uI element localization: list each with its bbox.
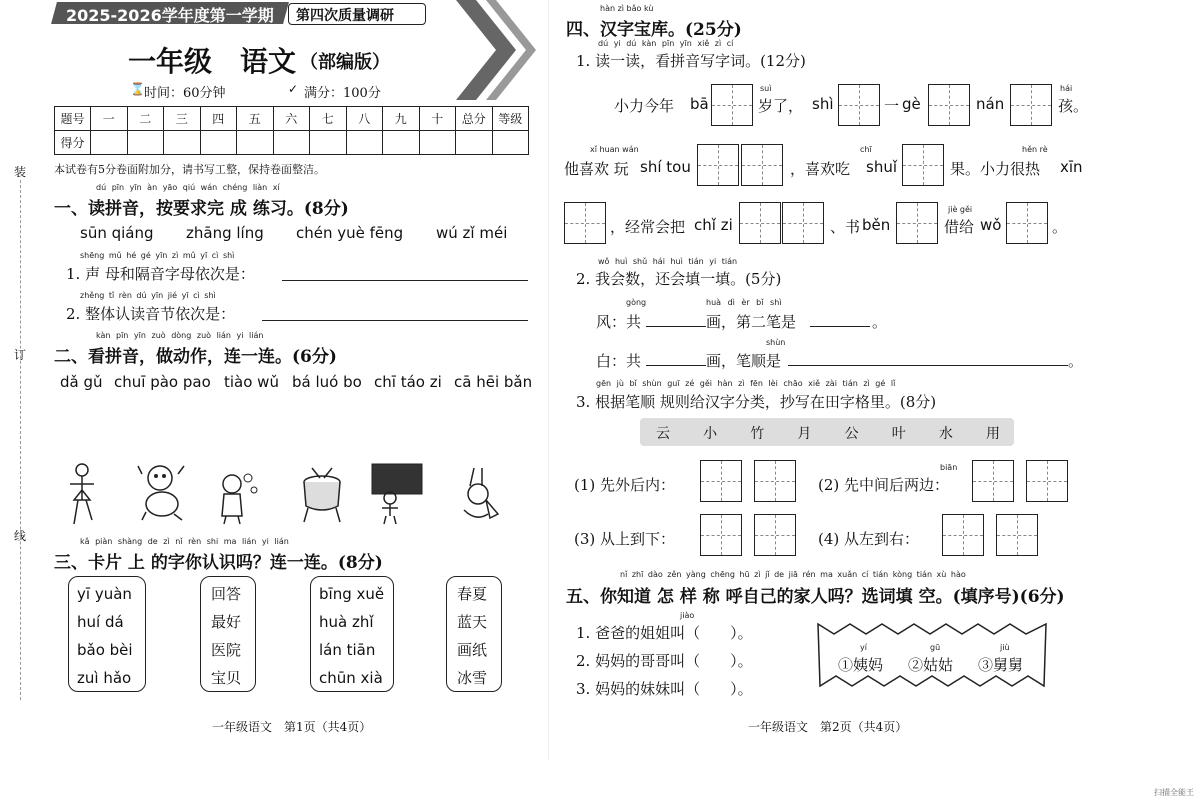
l2-text-c: ，喜欢吃 [790,160,851,178]
score-blank [419,131,456,155]
score-blank [346,131,383,155]
card-item: 画纸 [457,641,488,659]
score-blank [237,131,274,155]
score-cell: 等级 [492,107,529,131]
l1-text-h: 孩。 [1058,97,1089,115]
s4-pinyin: hàn zì bǎo kù [600,4,654,13]
feng-py-b: huà dì èr bǐ shì [706,298,782,307]
bai-text-c: 。 [1068,352,1084,370]
s4-q2-pinyin: wǒ huì shǔ hái huì tián yi tián [598,257,738,266]
blackboard-illustration [368,462,426,526]
score-blank [200,131,237,155]
card-hanzi-1 [200,576,256,692]
exam-time: 时间：60分钟 [144,86,226,101]
l3-text-a: ，经常会把 [610,218,686,236]
cat1: (1) 先外后内： [574,476,676,494]
s5-title: 五、你知道 怎 样 称 呼自己的家人吗？选词填 空。(填序号)(6分) [566,587,1065,607]
name-word-2: zhāng líng [186,224,264,242]
score-blank [310,131,347,155]
char-item: 用 [985,426,1000,442]
l1-py-b: bā [690,95,709,113]
card-item: bīng xuě [319,585,385,603]
cat3: (3) 从上到下： [574,530,676,548]
score-cell: 八 [346,107,383,131]
feng-text-b: 画，第二笔是 [706,313,797,331]
char-item: 小 [703,426,718,442]
binding-mark-1: 装 [14,165,27,179]
l1-py-g: nán [976,95,1005,113]
l2-text-e: 果。小力很热 [950,160,1041,178]
s4-q3: 3. 根据笔顺 规则给汉字分类，抄写在田字格里。(8分) [576,393,937,411]
tianzige-box[interactable] [700,514,742,556]
l3-py-f: wǒ [980,216,1002,234]
score-header-row [55,107,529,131]
drum-illustration [298,462,346,524]
edition: （部编版） [300,52,390,73]
s2-title: 二、看拼音，做动作，连一连。(6分) [54,347,337,367]
l1-text-c: 岁了， [758,97,804,115]
l1-py-f: gè [902,95,921,113]
check-icon: ✓ [288,82,299,96]
bai-text-a: 白：共 [596,352,642,370]
l3-text-e: 借给 [944,218,975,236]
char-list [656,423,1000,443]
l1-py-c: suì [760,84,772,93]
tianzige-box[interactable] [754,460,796,502]
tianzige-box[interactable] [928,84,970,126]
card-item: huà zhǐ [319,613,374,631]
tianzige-box[interactable] [902,144,944,186]
l3-text-g: 。 [1052,218,1068,236]
feng-py-a: gòng [626,298,647,307]
s4-q3-pinyin: gēn jù bǐ shùn guī zé gěi hàn zì fēn lèi chāo xiě zài tián zì gé lǐ [596,379,896,388]
score-cell: 总分 [456,107,493,131]
score-cell: 七 [310,107,347,131]
score-cell: 题号 [55,107,91,131]
score-blank [164,131,201,155]
s1-q2: 2. 整体认读音节依次是： [66,305,236,323]
s1-q1-pinyin: shēng mǔ hé gé yīn zì mǔ yī cì shì [80,251,235,260]
page-divider [548,0,549,760]
name-word-1: sūn qiáng [80,224,154,242]
score-table [54,106,529,155]
option-3: ③舅舅 [978,656,1024,674]
full-score: 满分：100分 [304,86,381,101]
s1-q2-pinyin: zhěng tǐ rèn dú yīn jié yī cì shì [80,291,216,300]
score-cell: 九 [383,107,420,131]
char-item: 竹 [750,426,765,442]
s1-pinyin: dú pīn yīn àn yāo qiú wán chéng liàn xí [96,183,280,192]
score-cell: 十 [419,107,456,131]
s3-title: 三、卡片 上 的字你认识吗？连一连。(8分) [54,553,383,573]
tianzige-box[interactable] [1006,202,1048,244]
name-word-3: chén yuè fēng [296,224,404,242]
option-1: ①姨妈 [838,656,884,674]
bubble-boy-illustration [214,470,258,524]
s4-q2: 2. 我会数，还会填一填。(5分) [576,270,782,288]
card-item: lán tiān [319,641,376,659]
l2-py-shui: shuǐ [866,158,897,176]
char-item: 云 [656,426,670,442]
score-blank [127,131,164,155]
action-word-3: tiào wǔ [224,373,279,391]
score-blank [91,131,128,155]
tianzige-box[interactable] [739,202,781,244]
name-word-4: wú zǐ méi [436,224,508,242]
feng-blank-2[interactable] [810,326,870,327]
card-item: zuì hǎo [77,669,132,687]
tianzige-box[interactable] [697,144,739,186]
card-item: 回答 [211,585,242,603]
score-label: 得分 [55,131,91,155]
option-2-py: gū [930,643,941,652]
score-cell: 五 [237,107,274,131]
l2-py-b: shí tou [640,158,691,176]
option-1-py: yí [860,643,867,652]
option-2: ②姑姑 [908,656,954,674]
l3-py-e: jiè gěi [948,205,973,214]
s4-title: 四、汉字宝库。(25分) [566,20,742,40]
dancing-girl-illustration [62,460,102,528]
footer-left: 一年级语文 第1页（共4页） [212,720,372,734]
l1-py-h: hái [1060,84,1073,93]
year-term: 2025-2026学年度第一学期 [66,6,274,25]
binding-mark-2: 订 [14,348,27,362]
action-word-1: dǎ gǔ [60,373,103,391]
score-cell: 二 [127,107,164,131]
card-pinyin-2 [310,576,394,692]
watermark: 扫描全能王 [1154,788,1194,797]
l2-py-f: hěn rè [1022,145,1048,154]
s5-item-1: 1. 爸爸的姐姐叫（ ）。 [576,624,753,642]
monkey-drum-illustration [136,462,188,522]
action-word-5: chī táo zi [374,373,442,391]
tianzige-box[interactable] [782,202,824,244]
card-hanzi-2 [446,576,502,692]
cat2-py: biān [940,463,958,472]
l1-py-d: shì [812,95,834,113]
score-blank [273,131,310,155]
binding-line [20,180,21,700]
s1-q2-answer-line[interactable] [262,320,528,321]
s1-title: 一、读拼音，按要求完 成 练习。(8分) [54,199,349,219]
bai-text-b: 画，笔顺是 [706,352,782,370]
card-item: 春夏 [457,585,488,603]
tianzige-box[interactable] [754,514,796,556]
tianzige-box[interactable] [1026,460,1068,502]
l3-text-c: 、书 [830,218,861,236]
s5-pinyin: nǐ zhī dào zěn yàng chēng hū zì jǐ de jiā rén ma xuǎn cí tián kòng tián xù hào [620,570,966,579]
card-item: 宝贝 [211,669,242,687]
card-item: 蓝天 [457,613,488,631]
bai-blank-2[interactable] [788,365,1068,366]
char-item: 公 [844,426,859,442]
s4-q1-pinyin: dú yi dú kàn pīn yīn xiě zì cí [598,39,734,48]
card-item: 冰雪 [457,669,488,687]
score-cell: 三 [164,107,201,131]
card-item: yī yuàn [77,585,132,603]
tianzige-box[interactable] [741,144,783,186]
tianzige-box[interactable] [838,84,880,126]
l1-text-e: 一 [884,97,900,115]
l3-py-d: běn [862,216,891,234]
action-word-2: chuī pào pao [114,373,211,391]
option-3-py: jiù [1000,643,1010,652]
score-cell: 一 [91,107,128,131]
tianzige-box[interactable] [896,202,938,244]
tianzige-box[interactable] [972,460,1014,502]
tianzige-box[interactable] [711,84,753,126]
score-cell: 六 [273,107,310,131]
bai-py-b: shùn [766,338,786,347]
l2-text-a: 他喜欢 玩 [564,160,629,178]
card-item: 医院 [211,641,242,659]
tianzige-box[interactable] [942,514,984,556]
feng-text-a: 风：共 [596,313,642,331]
card-item: chūn xià [319,669,383,687]
l2-py-a: xǐ huan wán [590,145,639,154]
s5-item-2: 2. 妈妈的哥哥叫（ ）。 [576,652,753,670]
s5-jiao-pinyin: jiào [680,611,695,620]
score-blank [383,131,420,155]
tianzige-box[interactable] [1010,84,1052,126]
binding-mark-3: 线 [14,529,27,543]
feng-blank-1[interactable] [646,326,706,327]
action-word-6: cā hēi bǎn [454,373,533,391]
s2-pinyin: kàn pīn yīn zuò dòng zuò lián yi lián [96,331,264,340]
char-item: 水 [938,426,953,442]
s1-q1-answer-line[interactable] [282,280,528,281]
s4-q1: 1. 读一读，看拼音写字词。(12分) [576,52,806,70]
char-item: 月 [797,426,812,442]
tianzige-box[interactable] [564,202,606,244]
hourglass-icon: ⌛ [130,82,145,96]
l2-py-d: chī [860,145,872,154]
card-item: 最好 [211,613,242,631]
footer-right: 一年级语文 第2页（共4页） [748,720,908,734]
score-blank [492,131,529,155]
rabbit-radish-illustration [456,464,502,524]
cat4: (4) 从左到右： [818,530,920,548]
card-item: huí dá [77,613,124,631]
action-word-4: bá luó bo [292,373,362,391]
exam-note: 本试卷有5分卷面附加分，请书写工整，保持卷面整洁。 [54,163,325,176]
bai-blank-1[interactable] [646,365,706,366]
s5-item-3: 3. 妈妈的妹妹叫（ ）。 [576,680,753,698]
grade-subject: 一年级 语文 [128,45,297,78]
card-item: bǎo bèi [77,641,133,659]
score-value-row [55,131,529,155]
score-blank [456,131,493,155]
s1-q1: 1. 声 母和隔音字母依次是： [66,265,255,283]
tianzige-box[interactable] [996,514,1038,556]
score-cell: 四 [200,107,237,131]
chevron-decoration [436,0,536,100]
cat2: (2) 先中间后两边： [818,476,950,494]
card-pinyin-1 [68,576,146,692]
l1-text-a: 小力今年 [614,97,675,115]
feng-text-c: 。 [872,313,888,331]
l2-py-xin: xīn [1060,158,1083,176]
tianzige-box[interactable] [700,460,742,502]
l3-py-b: chǐ zi [694,216,733,234]
exam-name: 第四次质量调研 [296,8,394,24]
char-item: 叶 [891,426,906,442]
s3-pinyin: kǎ piàn shàng de zì nǐ rèn shi ma lián yi lián [80,537,289,546]
